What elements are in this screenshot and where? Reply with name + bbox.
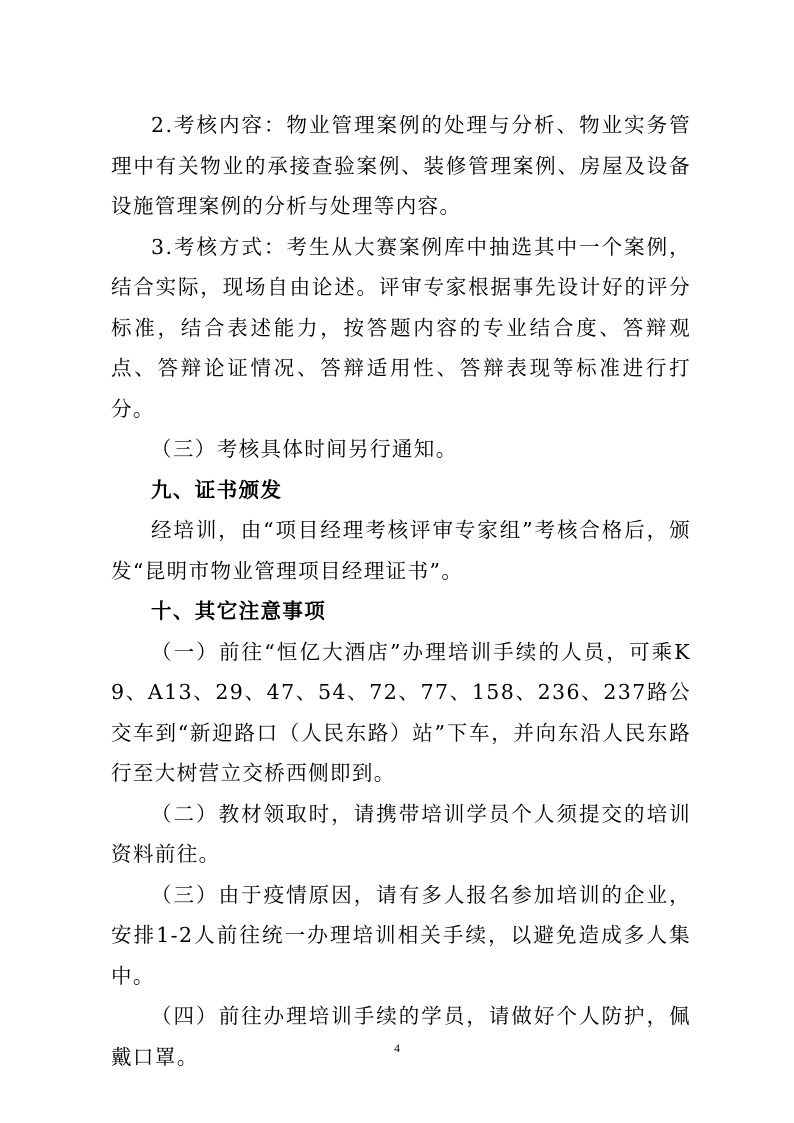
- page-number: 4: [394, 1041, 400, 1055]
- note-item-2: （二）教材领取时，请携带培训学员个人须提交的培训资料前往。: [111, 801, 691, 866]
- exam-method-paragraph: 3.考核方式：考生从大赛案例库中抽选其中一个案例，结合实际，现场自由论述。评审专家根据事先设计好的评分标准，结合表述能力，按答题内容的专业结合度、答辩观点、答辩论证情况、答辩适用性、答辩表现等标准进行打分。: [111, 234, 691, 421]
- document-body: [111, 105, 691, 1077]
- exam-content-paragraph: 2.考核内容：物业管理案例的处理与分析、物业实务管理中有关物业的承接查验案例、装修管理案例、房屋及设备设施管理案例的分析与处理等内容。: [111, 113, 691, 218]
- note-item-3: （三）由于疫情原因，请有多人报名参加培训的企业，安排1-2人前往统一办理培训相关手续，以避免造成多人集中。: [111, 882, 691, 988]
- section-heading-certificate: 九、证书颁发: [151, 477, 283, 502]
- exam-time-paragraph: （三）考核具体时间另行通知。: [151, 437, 458, 461]
- section-heading-notes: 十、其它注意事项: [151, 599, 327, 623]
- note-item-4: （四）前往办理培训手续的学员，请做好个人防护，佩戴口罩。: [111, 1004, 691, 1069]
- certificate-paragraph: 经培训，由“项目经理考核评审专家组”考核合格后，颁发“昆明市物业管理项目经理证书”。: [111, 518, 691, 583]
- note-item-1: （一）前往“恒亿大酒店”办理培训手续的人员，可乘K9、A13、29、47、54、72、77、158、236、237路公交车到“新迎路口（人民东路）站”下车，并向东沿人民东路行至大树营立交桥西侧即到。: [111, 639, 691, 785]
